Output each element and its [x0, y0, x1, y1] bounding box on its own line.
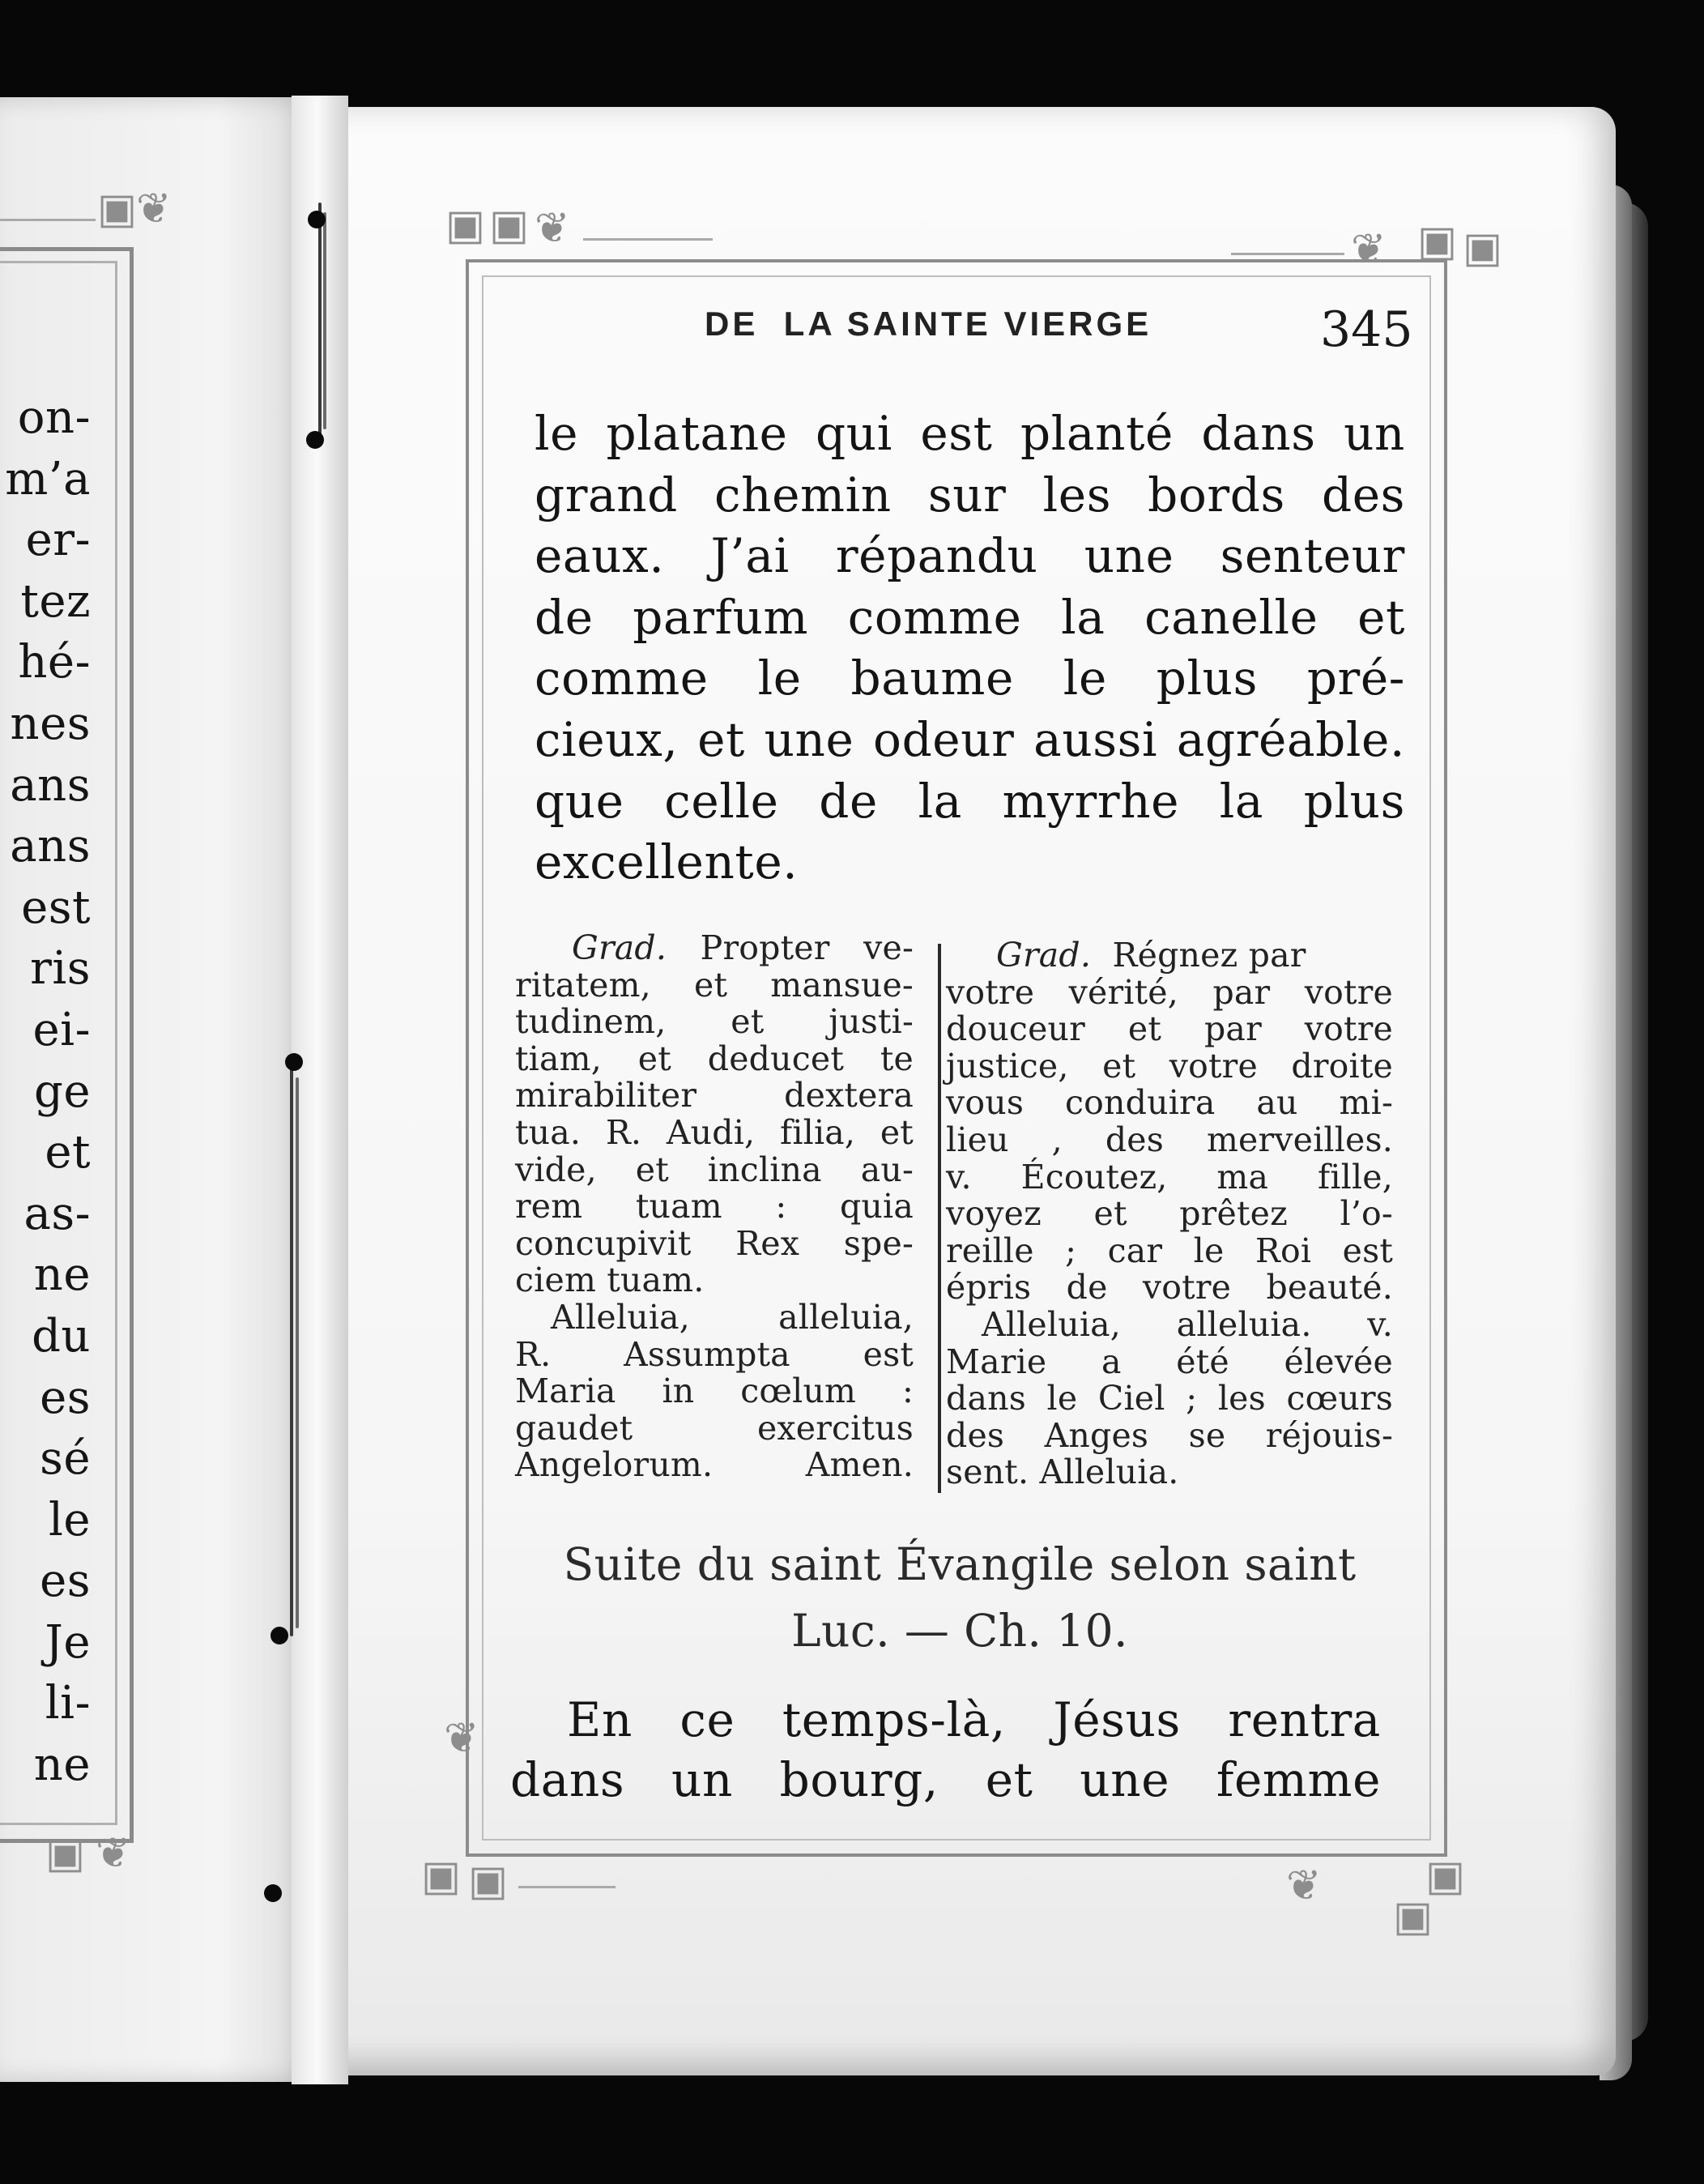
text-fragment: es [40, 1555, 91, 1608]
fleuron-ornament-icon: ❦ [96, 1829, 131, 1878]
text-line: Maria in cœlum : [515, 1371, 914, 1411]
fleuron-ornament-icon: ❦ [535, 204, 570, 253]
text-fragment: on- [17, 391, 91, 444]
text-line: reille ; car le Roi est [946, 1231, 1393, 1270]
text-fragment: le [48, 1493, 91, 1546]
text-line: épris de votre beauté. [946, 1268, 1393, 1307]
text-fragment: ans [10, 758, 91, 812]
greek-key-ornament-icon: ▣ [1393, 1892, 1433, 1941]
text-line: Alleluia, alleluia, [551, 1297, 914, 1337]
stitch-knot [308, 211, 326, 228]
text-line: comme le baume le plus pré- [535, 651, 1405, 706]
column-divider [938, 944, 941, 1493]
text-line: Angelorum. Amen. [515, 1445, 914, 1485]
text-line: que celle de la myrrhe la plus [535, 773, 1405, 829]
fleuron-ornament-icon: ❦ [444, 1714, 479, 1763]
text-fragment: ris [30, 942, 91, 996]
gradual-first-line: Propter ve- [667, 928, 914, 967]
text-line: vous conduira au mi- [946, 1083, 1393, 1123]
gradual-french-column [946, 937, 1393, 1491]
text-fragment: du [32, 1309, 91, 1363]
text-line: grand chemin sur les bords des [535, 467, 1405, 523]
text-line: Alleluia, alleluia. v. [982, 1304, 1393, 1344]
gradual-latin-column [515, 930, 914, 1484]
text-fragment: er- [25, 514, 91, 567]
gradual-label: Grad. [572, 928, 667, 967]
text-line: votre vérité, par votre [946, 972, 1393, 1012]
text-fragment: ei- [32, 1003, 91, 1056]
binding-thread [290, 1061, 293, 1636]
text-fragment: li- [45, 1677, 91, 1730]
text-line: excellente. [535, 834, 799, 890]
gradual-label: Grad. [996, 936, 1092, 975]
greek-key-ornament-icon: ▣ [1417, 217, 1458, 266]
text-line [946, 937, 1393, 975]
text-fragment: sé [40, 1432, 91, 1486]
heading-line: Suite du saint Évangile selon saint [563, 1538, 1357, 1590]
text-line [515, 930, 914, 967]
text-line: de parfum comme la canelle et [535, 589, 1405, 645]
binding-thread [296, 1077, 299, 1628]
left-page-text-fragments [0, 387, 91, 1796]
text-fragment: tez [20, 574, 91, 628]
text-line: ritatem, et mansue- [515, 965, 914, 1005]
ornament-line [518, 1886, 616, 1888]
text-fragment: et [45, 1126, 91, 1179]
text-fragment: ne [33, 1738, 91, 1792]
fleuron-ornament-icon: ❦ [1286, 1862, 1322, 1910]
text-line: tua. R. Audi, filia, et [515, 1112, 914, 1152]
text-line: dans le Ciel ; les cœurs [946, 1379, 1393, 1418]
text-fragment: as- [23, 1187, 91, 1240]
text-line: v. Écoutez, ma fille, [946, 1157, 1393, 1197]
body-paragraph [535, 403, 1405, 894]
text-fragment: m’a [5, 452, 91, 505]
gradual-first-line: Régnez par [1091, 936, 1306, 975]
fleuron-ornament-icon: ❦ [1351, 225, 1387, 274]
running-head: DE LA SAINTE VIERGE [705, 305, 1152, 343]
stitch-knot [264, 1884, 282, 1902]
text-fragment: ne [33, 1248, 91, 1302]
text-line: voyez et prêtez l’o- [946, 1194, 1393, 1234]
binding-thread [323, 212, 326, 429]
text-line: douceur et par votre [946, 1009, 1393, 1049]
greek-key-ornament-icon: ▣ [421, 1852, 462, 1900]
text-fragment: est [21, 881, 91, 934]
text-line: tiam, et deducet te [515, 1039, 914, 1078]
text-line: mirabiliter dextera [515, 1076, 914, 1115]
fleuron-ornament-icon: ❦ [136, 185, 172, 233]
text-line: lieu , des merveilles. [946, 1120, 1393, 1159]
ornament-line [583, 238, 713, 241]
text-line: R. Assumpta est [515, 1334, 914, 1374]
binding-thread [318, 203, 322, 437]
text-line: En ce temps-là, Jésus rentra [567, 1692, 1381, 1747]
greek-key-ornament-icon: ▣ [1463, 224, 1503, 272]
page-number: 345 [1320, 301, 1413, 358]
text-line: tudinem, et justi- [515, 1002, 914, 1042]
text-fragment: Je [45, 1615, 91, 1669]
ornament-line [1231, 253, 1344, 255]
greek-key-ornament-icon: ▣ [468, 1857, 509, 1905]
stitch-knot [285, 1053, 303, 1071]
text-line: ciem tuam. [515, 1260, 705, 1300]
greek-key-ornament-icon: ▣ [489, 201, 530, 250]
gospel-heading [518, 1531, 1401, 1664]
text-line: des Anges se réjouis- [946, 1415, 1393, 1455]
gospel-paragraph [510, 1690, 1381, 1810]
text-line: concupivit Rex spe- [515, 1223, 914, 1263]
heading-line: Luc. — Ch. 10. [791, 1605, 1128, 1657]
text-line: vide, et inclina au- [515, 1150, 914, 1189]
greek-key-ornament-icon: ▣ [445, 201, 486, 250]
text-fragment: nes [10, 697, 91, 750]
text-line: dans un bourg, et une femme [510, 1752, 1381, 1807]
text-fragment: ge [34, 1064, 91, 1118]
stitch-knot [306, 431, 324, 449]
text-line: le platane qui est planté dans un [535, 406, 1405, 461]
text-line: gaudet exercitus [515, 1408, 914, 1448]
greek-key-ornament-icon: ▣ [97, 185, 138, 233]
text-line: rem tuam : quia [515, 1187, 914, 1226]
ornament-line [0, 219, 96, 221]
stitch-knot [271, 1627, 288, 1644]
text-fragment: ans [10, 820, 91, 873]
text-line: Marie a été élevée [946, 1342, 1393, 1381]
text-fragment: es [40, 1371, 91, 1424]
text-fragment: hé- [18, 636, 91, 689]
text-line: cieux, et une odeur aussi agréable. [535, 711, 1405, 767]
text-line: eaux. J’ai répandu une senteur [535, 528, 1405, 584]
text-line: justice, et votre droite [946, 1046, 1393, 1086]
greek-key-ornament-icon: ▣ [1425, 1852, 1466, 1900]
text-line: sent. Alleluia. [946, 1452, 1179, 1492]
greek-key-ornament-icon: ▣ [45, 1829, 86, 1878]
